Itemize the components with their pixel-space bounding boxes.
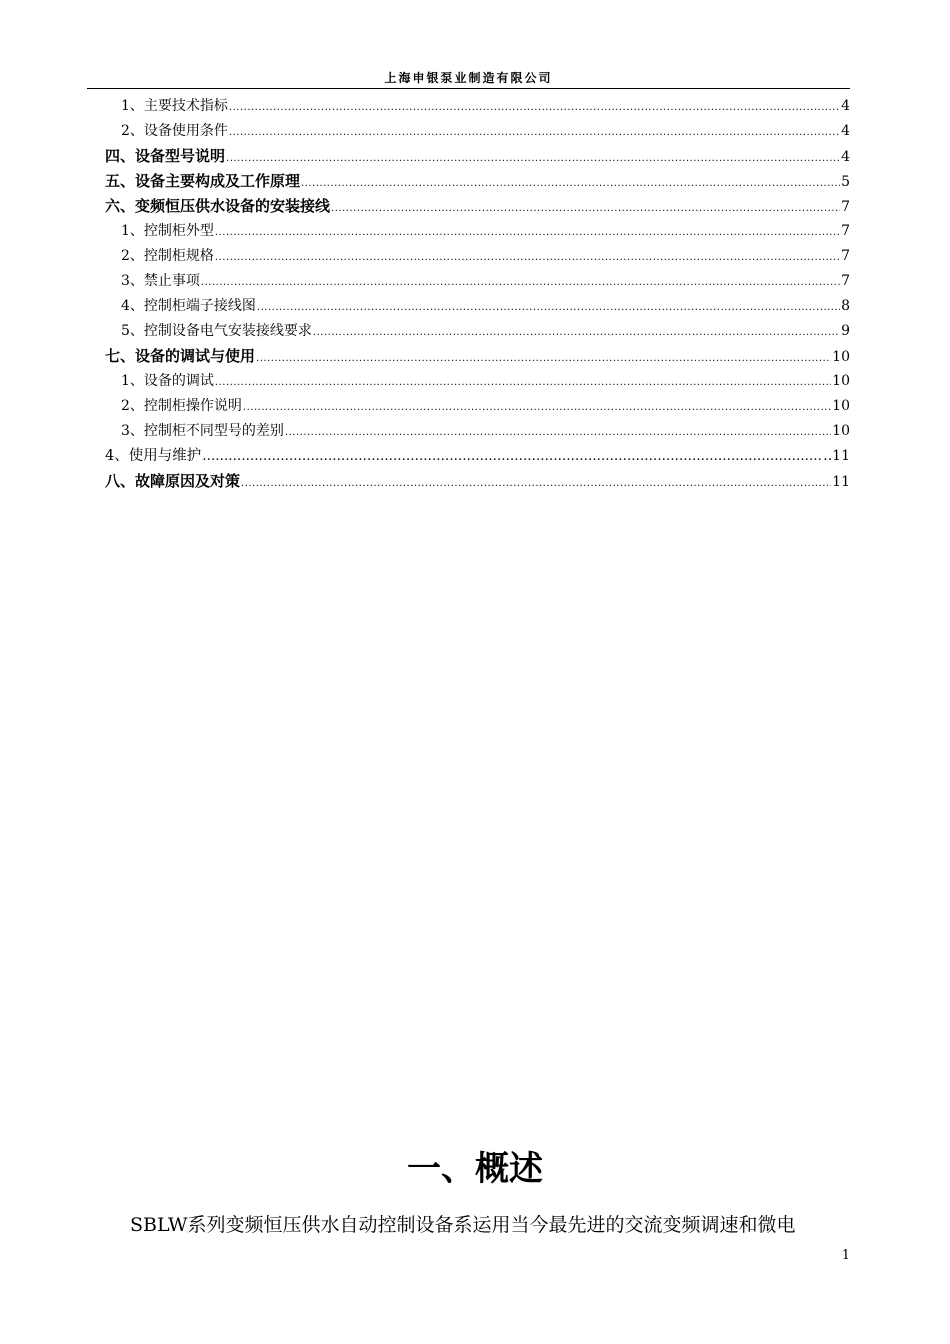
toc-entry[interactable]: [105, 344, 850, 369]
table-of-contents: [105, 94, 850, 494]
toc-entry[interactable]: [105, 269, 850, 294]
toc-entry[interactable]: [105, 294, 850, 319]
toc-entry-label: 四、设备型号说明: [105, 147, 226, 165]
section-title: 一、概述: [407, 1149, 543, 1189]
toc-entry-page: 4: [841, 149, 850, 165]
header-rule: [87, 88, 850, 89]
toc-entry-page: 7: [841, 223, 850, 239]
toc-entry-label: 六、变频恒压供水设备的安装接线: [105, 197, 331, 215]
toc-entry-page: 7: [841, 273, 850, 289]
toc-entry[interactable]: [105, 444, 850, 469]
toc-entry-label: 3、禁止事项: [121, 273, 200, 289]
toc-leader-dots: [215, 220, 840, 245]
toc-entry-label: 2、控制柜规格: [121, 248, 214, 264]
toc-leader-dots: [229, 95, 840, 120]
page-header: 上海申银泵业制造有限公司: [384, 71, 553, 85]
toc-entry-page: 10: [832, 423, 850, 439]
toc-entry-label: 1、主要技术指标: [121, 98, 228, 114]
toc-leader-dots: [331, 196, 840, 221]
section-body-text: SBLW系列变频恒压供水自动控制设备系运用当今最先进的交流变频调速和微电: [130, 1214, 796, 1236]
toc-leader-dots: [241, 471, 831, 496]
toc-entry-page: 8: [841, 298, 850, 314]
toc-entry[interactable]: [105, 394, 850, 419]
toc-leader-dots: [226, 146, 840, 171]
toc-entry[interactable]: [105, 119, 850, 144]
toc-entry[interactable]: [105, 244, 850, 269]
toc-entry-page: 7: [841, 199, 850, 215]
toc-entry[interactable]: [105, 419, 850, 444]
toc-entry-label: 1、设备的调试: [121, 373, 214, 389]
toc-leader-dots: [285, 420, 831, 445]
toc-entry[interactable]: [105, 469, 850, 494]
toc-entry-label: 2、控制柜操作说明: [121, 398, 242, 414]
toc-leader-dots: [257, 295, 840, 320]
toc-entry-page: 10: [832, 349, 850, 365]
toc-entry-label: 八、故障原因及对策: [105, 472, 241, 490]
toc-entry-page: 4: [841, 98, 850, 114]
toc-entry-label: 4、使用与维护: [105, 448, 202, 464]
toc-entry[interactable]: [105, 219, 850, 244]
toc-leader-dots: [229, 120, 840, 145]
toc-entry-page: 11: [832, 474, 850, 490]
toc-entry-page: 4: [841, 123, 850, 139]
toc-entry[interactable]: [105, 319, 850, 344]
toc-entry[interactable]: [105, 194, 850, 219]
toc-entry-label: 4、控制柜端子接线图: [121, 298, 256, 314]
toc-entry-page: 7: [841, 248, 850, 264]
toc-entry-page: 10: [832, 398, 850, 414]
toc-entry-label: 七、设备的调试与使用: [105, 347, 256, 365]
toc-entry-label: 2、设备使用条件: [121, 123, 228, 139]
toc-leader-dots: [201, 270, 840, 295]
toc-entry[interactable]: [105, 369, 850, 394]
toc-entry-page: 9: [841, 323, 850, 339]
toc-entry[interactable]: [105, 169, 850, 194]
toc-leader-dots: [256, 346, 831, 371]
page-number: 1: [841, 1248, 850, 1263]
toc-entry-page: ..11: [823, 448, 850, 464]
toc-entry-page: 5: [841, 174, 850, 190]
toc-leader-dots: [301, 171, 840, 196]
toc-leader-dots: [202, 444, 822, 469]
toc-leader-dots: [215, 245, 840, 270]
toc-leader-dots: [313, 320, 840, 345]
toc-entry-label: 3、控制柜不同型号的差别: [121, 423, 284, 439]
toc-entry[interactable]: [105, 94, 850, 119]
toc-entry-page: 10: [832, 373, 850, 389]
toc-entry-label: 1、控制柜外型: [121, 223, 214, 239]
toc-entry-label: 五、设备主要构成及工作原理: [105, 172, 301, 190]
toc-entry-label: 5、控制设备电气安装接线要求: [121, 323, 312, 339]
toc-leader-dots: [243, 395, 831, 420]
toc-leader-dots: [215, 370, 831, 395]
toc-entry[interactable]: [105, 144, 850, 169]
